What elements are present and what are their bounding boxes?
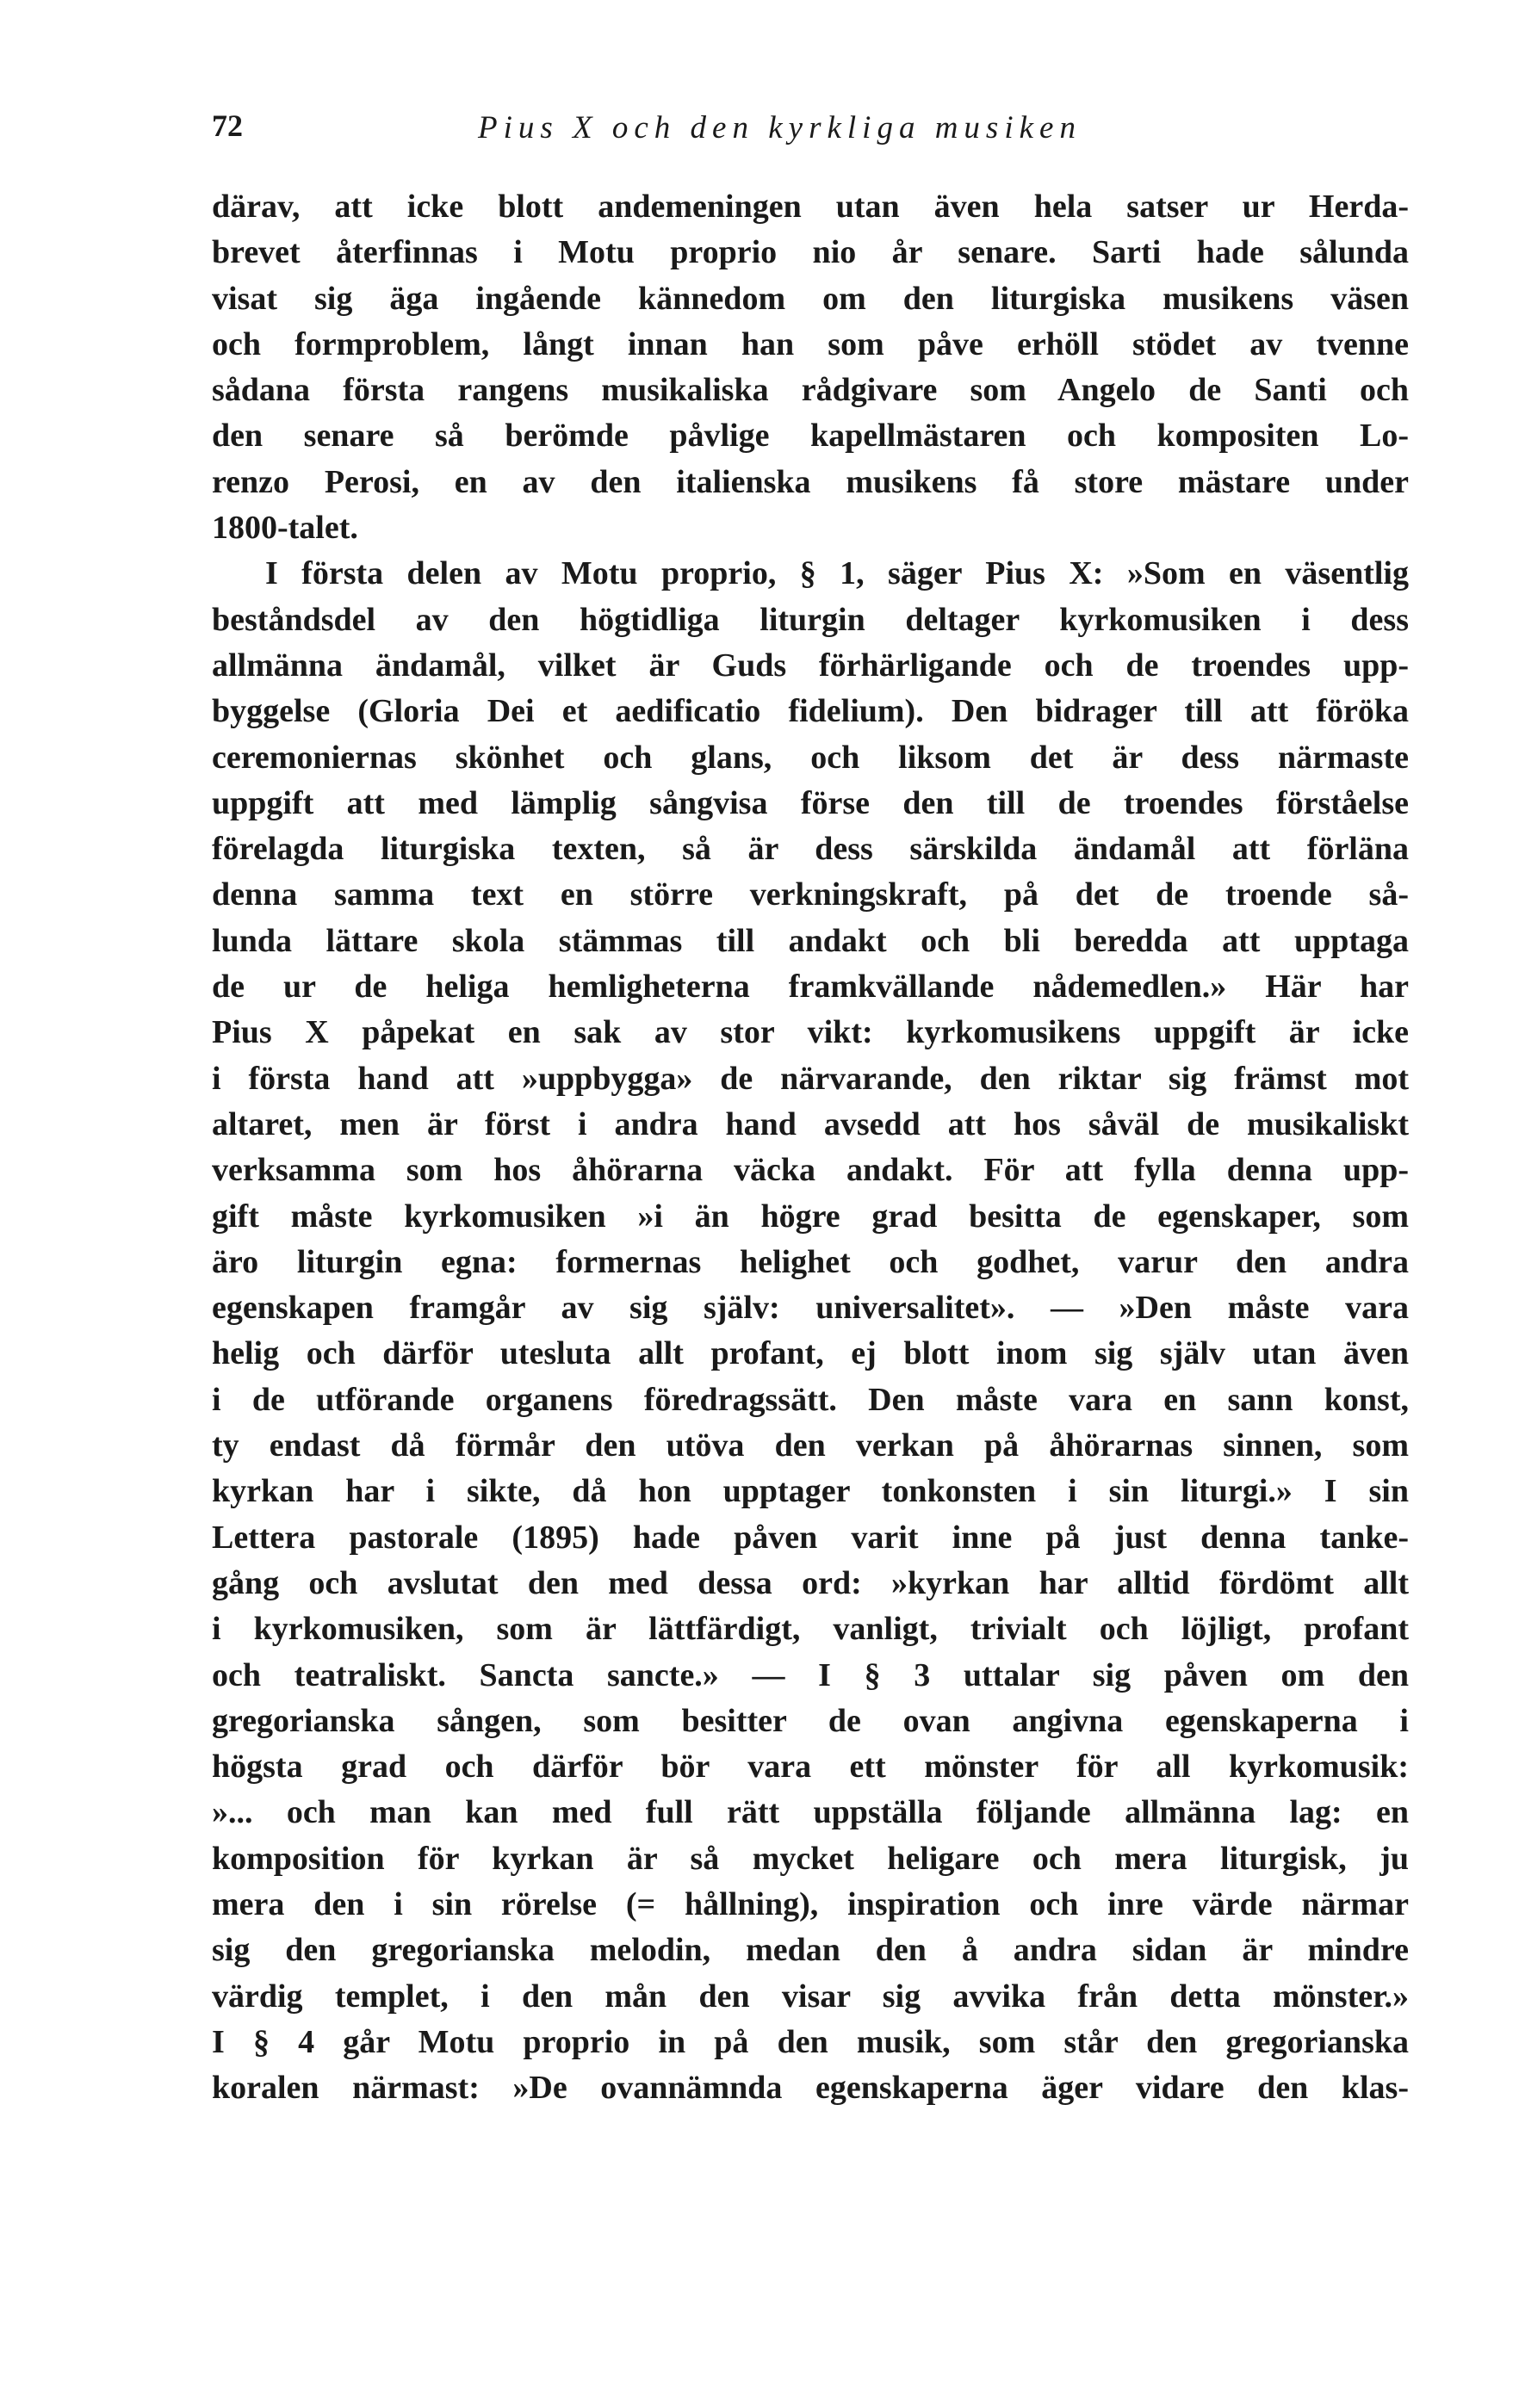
text-line: den senare så berömde påvlige kapellmästaren och kompositen Lo- bbox=[212, 418, 1409, 455]
text-line: sådana första rangens musikaliska rådgivare som Angelo de Santi och bbox=[212, 372, 1409, 409]
text-line: beståndsdel av den högtidliga liturgin deltager kyrkomusiken i dess bbox=[212, 601, 1409, 638]
text-line: allmänna ändamål, vilket är Guds förhärligande och de troendes upp- bbox=[212, 647, 1409, 684]
text-line: brevet återfinnas i Motu proprio nio år senare. Sarti hade sålunda bbox=[212, 234, 1409, 271]
text-line: och formproblem, långt innan han som påve erhöll stödet av tvenne bbox=[212, 325, 1409, 362]
text-line: koralen närmast: »De ovannämnda egenskaperna äger vidare den klas- bbox=[212, 2070, 1409, 2107]
text-line: verksamma som hos åhörarna väcka andakt. För att fylla denna upp- bbox=[212, 1152, 1409, 1189]
text-line: mera den i sin rörelse (= hållning), inspiration och inre värde närmar bbox=[212, 1885, 1409, 1922]
text-line: Pius X påpekat en sak av stor vikt: kyrkomusikens uppgift är icke bbox=[212, 1014, 1409, 1051]
text-line: I § 4 går Motu proprio in på den musik, som står den gregorianska bbox=[212, 2023, 1409, 2060]
text-line: kyrkan har i sikte, då hon upptager tonkonsten i sin liturgi.» I sin bbox=[212, 1473, 1409, 1510]
text-line: därav, att icke blott andemeningen utan även hela satser ur Herda- bbox=[212, 189, 1409, 225]
text-line: i kyrkomusiken, som är lättfärdigt, vanligt, trivialt och löjligt, profant bbox=[212, 1611, 1409, 1648]
text-line: »... och man kan med full rätt uppställa följande allmänna lag: en bbox=[212, 1794, 1409, 1831]
text-line: Lettera pastorale (1895) hade påven varit inne på just denna tanke- bbox=[212, 1519, 1409, 1556]
running-title: Pius X och den kyrkliga musiken bbox=[478, 110, 1082, 145]
text-line: helig och därför utesluta allt profant, ej blott inom sig själv utan även bbox=[212, 1335, 1409, 1372]
text-line: byggelse (Gloria Dei et aedificatio fidelium). Den bidrager till att föröka bbox=[212, 693, 1409, 730]
text-line: sig den gregorianska melodin, medan den å andra sidan är mindre bbox=[212, 1932, 1409, 1969]
text-line: de ur de heliga hemligheterna framkvällande nådemedlen.» Här har bbox=[212, 969, 1409, 1006]
text-line: denna samma text en större verkningskraft, på det de troende så- bbox=[212, 876, 1409, 913]
text-line: egenskapen framgår av sig själv: universalitet». — »Den måste vara bbox=[212, 1290, 1409, 1327]
text-line: värdig templet, i den mån den visar sig avvika från detta mönster.» bbox=[212, 1978, 1409, 2015]
text-line: högsta grad och därför bör vara ett mönster för all kyrkomusik: bbox=[212, 1749, 1409, 1786]
text-line: komposition för kyrkan är så mycket heligare och mera liturgisk, ju bbox=[212, 1840, 1409, 1877]
text-line: renzo Perosi, en av den italienska musikens få store mästare under bbox=[212, 463, 1409, 500]
text-line: lunda lättare skola stämmas till andakt och bli beredda att upptaga bbox=[212, 922, 1409, 959]
text-line: I första delen av Motu proprio, § 1, säger Pius X: »Som en väsentlig bbox=[265, 555, 1409, 592]
text-line: 1800-talet. bbox=[212, 510, 358, 547]
text-line: gregorianska sången, som besitter de ovan angivna egenskaperna i bbox=[212, 1702, 1409, 1739]
text-line: förelagda liturgiska texten, så är dess särskilda ändamål att förläna bbox=[212, 831, 1409, 868]
text-line: ty endast då förmår den utöva den verkan på åhörarnas sinnen, som bbox=[212, 1427, 1409, 1464]
text-line: i första hand att »uppbygga» de närvarande, den riktar sig främst mot bbox=[212, 1060, 1409, 1097]
text-line: ceremoniernas skönhet och glans, och liksom det är dess närmaste bbox=[212, 739, 1409, 776]
text-line: äro liturgin egna: formernas helighet och godhet, varur den andra bbox=[212, 1243, 1409, 1280]
body-text bbox=[212, 184, 1409, 2111]
text-line: altaret, men är först i andra hand avsedd att hos såväl de musikaliskt bbox=[212, 1105, 1409, 1142]
text-line: i de utförande organens föredragssätt. Den måste vara en sann konst, bbox=[212, 1381, 1409, 1418]
text-line: gift måste kyrkomusiken »i än högre grad besitta de egenskaper, som bbox=[212, 1198, 1409, 1235]
page-number: 72 bbox=[212, 108, 243, 143]
text-line: gång och avslutat den med dessa ord: »kyrkan har alltid fördömt allt bbox=[212, 1564, 1409, 1601]
text-line: uppgift att med lämplig sångvisa förse den till de troendes förståelse bbox=[212, 784, 1409, 821]
text-line: visat sig äga ingående kännedom om den liturgiska musikens väsen bbox=[212, 280, 1409, 317]
text-line: och teatraliskt. Sancta sancte.» — I § 3 uttalar sig påven om den bbox=[212, 1656, 1409, 1693]
